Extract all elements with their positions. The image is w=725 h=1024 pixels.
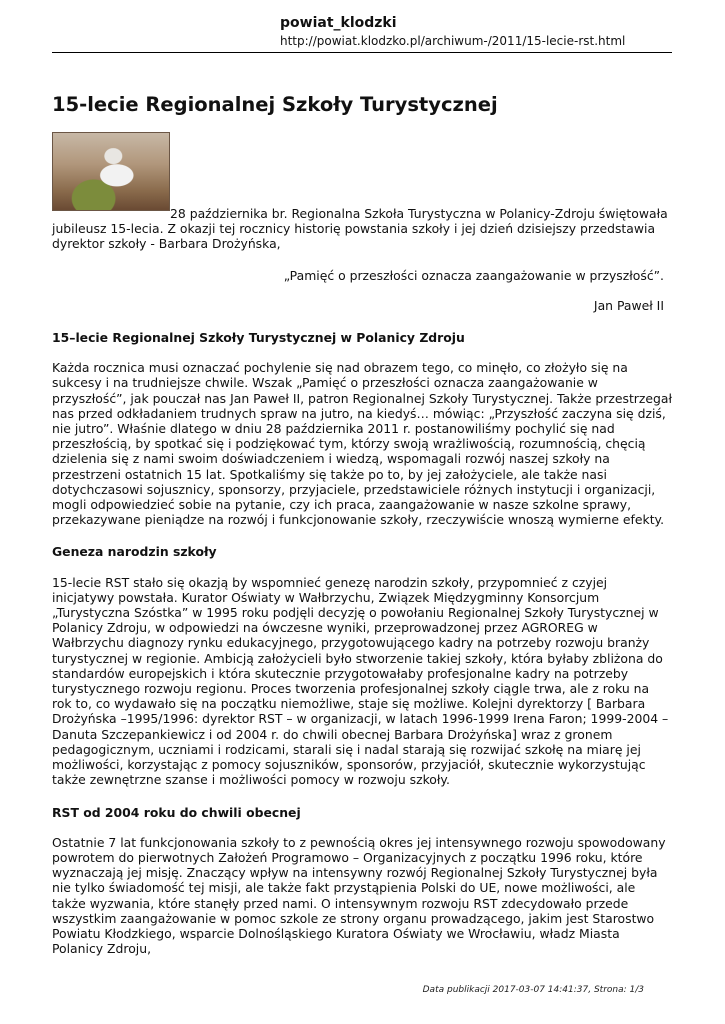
- article-title: 15-lecie Regionalnej Szkoły Turystycznej: [52, 93, 498, 116]
- quote-author: Jan Paweł II: [593, 297, 664, 313]
- site-name: powiat_klodzki: [280, 15, 397, 31]
- intro-paragraph: 28 października br. Regionalna Szkoła Turystyczna w Polanicy-Zdroju świętowała jubileusz 15-lecia. Z okazji tej rocznicy historię powstania szkoły i jej dzień dzisiejszy przedstawia dyrektor szkoły - Barbara Drożyńska,: [52, 206, 668, 252]
- publication-footer: Data publikacji 2017-03-07 14:41:37, Strona: 1/3: [422, 985, 644, 995]
- page-header: [280, 14, 672, 49]
- article-body: [52, 131, 672, 956]
- section-heading: RST od 2004 roku do chwili obecnej: [52, 804, 301, 820]
- source-url[interactable]: http://powiat.klodzko.pl/archiwum-/2011/15-lecie-rst.html: [280, 34, 626, 48]
- section-paragraph: Każda rocznica musi oznaczać pochylenie się nad obrazem tego, co minęło, co złożyło się na sukcesy i na trudniejsze chwile. Wszak „Pamięć o przeszłości oznacza zaangażowanie w przyszłość”, jak pouczał nas Jan Paweł II, patron Regionalnej Szkoły Turystycznej. Także przestrzegał nas przed odkładaniem trudnych spraw na jutro, na kiedyś… mówiąc: „Przyszłość zaczyna się dziś, nie jutro”. Właśnie dlatego w dniu 28 października 2011 r. postanowiliśmy pochylić się nad przeszłością, by spotkać się i podziękować tym, którzy swoją wrażliwością, rozumnością, chęcią dzielenia się z nami swoim doświadczeniem i wiedzą, wspomagali rozwój naszej szkoły na przestrzeni ostatnich 15 lat. Spotkaliśmy się także po to, by jej założyciele, ale także nasi dotychczasowi sojusznicy, sponsorzy, przyjaciele, przedstawiciele różnych instytucji i organizacji, mogli odpowiedzieć sobie na pytanie, czy ich praca, zaangażowanie w nasze szkolne sprawy, przekazywane pieniądze na rozwój i funkcjonowanie szkoły, rzeczywiście wnoszą wymierne efekty.: [52, 360, 672, 528]
- header-divider: [52, 52, 672, 53]
- section-paragraph: Ostatnie 7 lat funkcjonowania szkoły to z pewnością okres jej intensywnego rozwoju spowodowany powrotem do pierwotnych Założeń Programowo – Organizacyjnych z początku 1996 roku, które wyznaczają jej misję. Znaczący wpływ na intensywny rozwój Regionalnej Szkoły Turystycznej była nie tylko świadomość tej misji, ale także fakt przystąpienia Polski do UE, nowe możliwości, ale także wyzwania, które stanęły przed nami. O intensywnym rozwoju RST zdecydowało przede wszystkim zaangażowanie w pomoc szkole ze strony organu prowadzącego, jakim jest Starostwo Powiatu Kłodzkiego, wsparcie Dolnośląskiego Kuratora Oświaty we Wrocławiu, władz Miasta Polanicy Zdroju,: [52, 834, 666, 957]
- section-heading: 15–lecie Regionalnej Szkoły Turystycznej w Polanicy Zdroju: [52, 330, 465, 346]
- quote: „Pamięć o przeszłości oznacza zaangażowanie w przyszłość”.: [283, 267, 664, 283]
- section-paragraph: 15-lecie RST stało się okazją by wspomnieć genezę narodzin szkoły, przypomnieć z czyjej inicjatywy powstała. Kurator Oświaty w Wałbrzychu, Związek Międzygminny Konsorcjum „Turystyczna Szóstka” w 1995 roku podjęli decyzję o powołaniu Regionalnej Szkoły Turystycznej w Polanicy Zdroju, w odpowiedzi na ówczesne wyniki, przeprowadzonej przez AGROREG w Wałbrzychu diagnozy rynku edukacyjnego, przygotowującego kadry na potrzeby rozwoju branży turystycznej w regionie. Ambicją założycieli było stworzenie takiej szkoły, która byłaby zbliżona do standardów europejskich i która skutecznie przygotowałaby profesjonalne kadry na potrzeby turystycznego rozwoju regionu. Proces tworzenia profesjonalnej szkoły ciągle trwa, ale z roku na rok to, co wydawało się na początku niemożliwe, staje się możliwe. Kolejni dyrektorzy [ Barbara Drożyńska –1995/1996: dyrektor RST – w organizacji, w latach 1996-1999 Irena Faron; 1999-2004 – Danuta Szczepankiewicz i od 2004 r. do chwili obecnej Barbara Drożyńska] wraz z gronem pedagogicznym, uczniami i rodzicami, starali się i nadal starają się rozwijać szkołę na miarę jej możliwości, korzystając z pomocy sojuszników, sponsorów, przyjaciół, skutecznie wykorzystując także zewnętrzne szanse i możliwości pomocy w rozwoju szkoły.: [52, 574, 669, 788]
- section-heading: Geneza narodzin szkoły: [52, 544, 217, 560]
- article-photo: [52, 132, 170, 211]
